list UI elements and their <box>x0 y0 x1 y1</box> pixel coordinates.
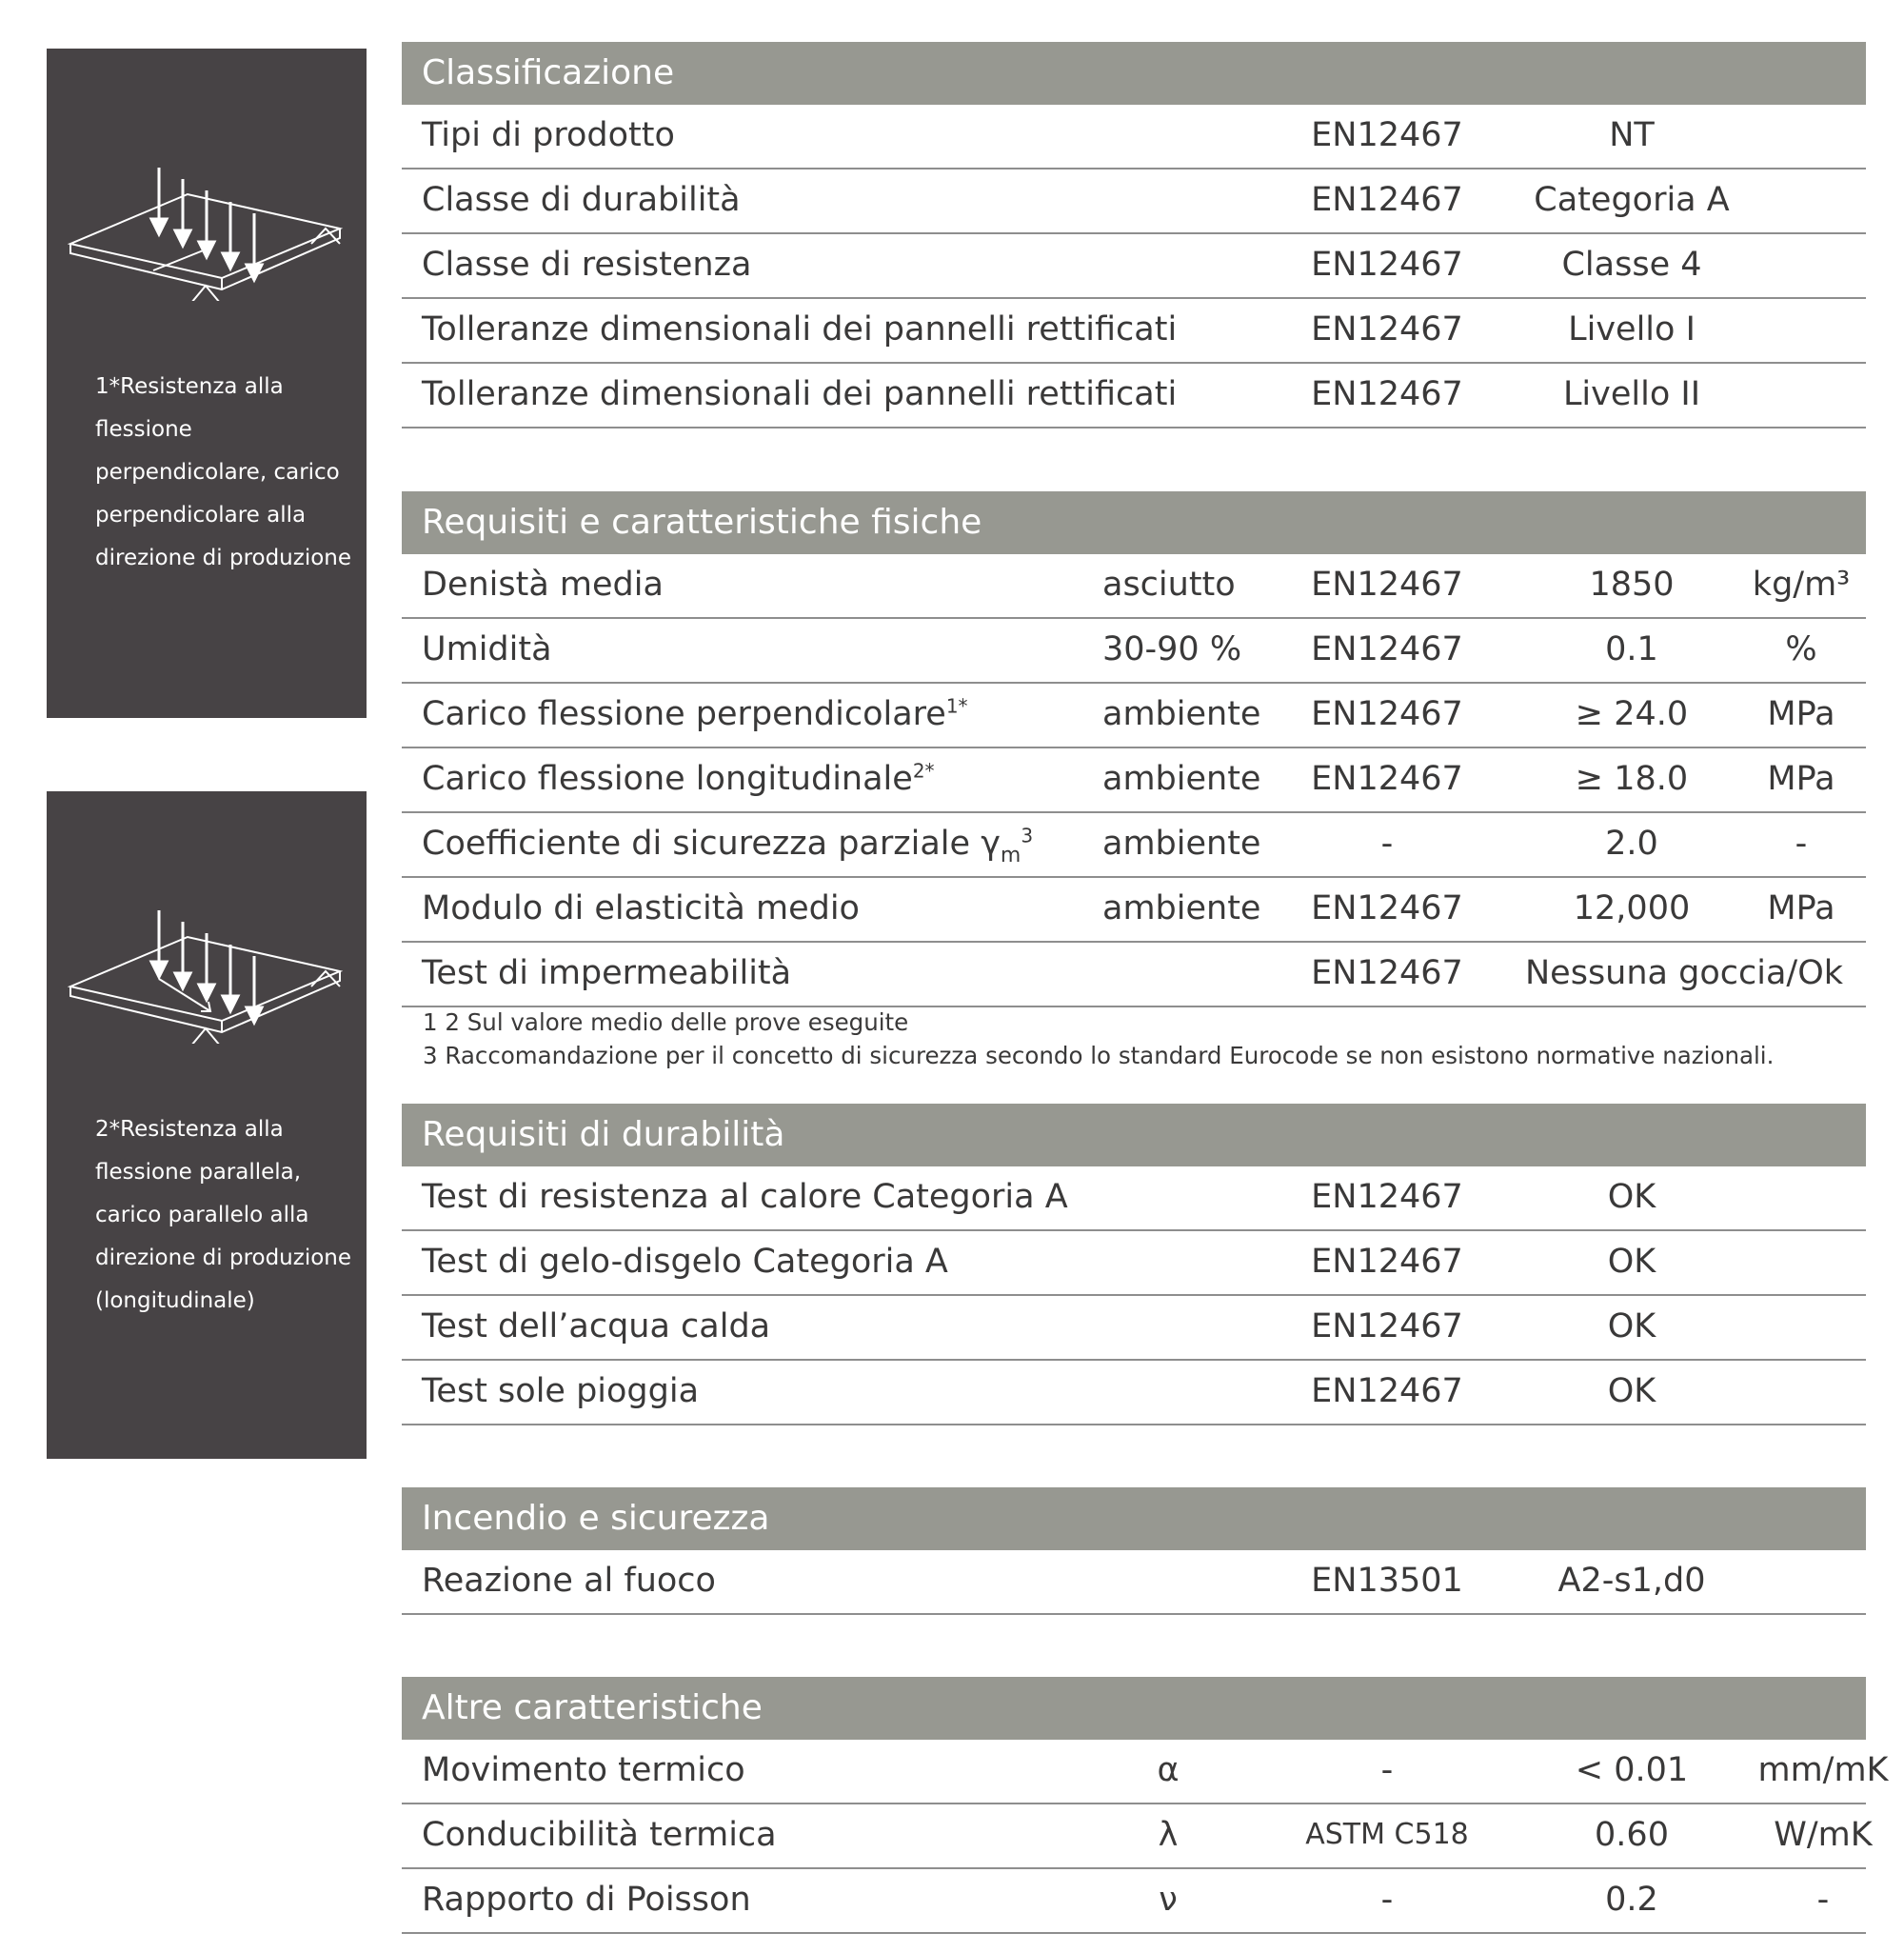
row-value: OK <box>1607 1307 1656 1345</box>
table-row <box>402 105 1866 169</box>
row-label: Tolleranze dimensionali dei pannelli rettificati <box>422 375 1178 413</box>
row-value: < 0.01 <box>1575 1751 1689 1789</box>
section-header: Incendio e sicurezza <box>402 1487 1866 1550</box>
row-value: 0.1 <box>1605 630 1658 668</box>
row-standard: EN12467 <box>1311 695 1463 733</box>
row-value: Categoria A <box>1534 181 1730 219</box>
row-label: Modulo di elasticità medio <box>422 889 860 927</box>
table-row <box>402 1869 1866 1934</box>
row-standard: EN13501 <box>1311 1562 1463 1600</box>
row-standard: EN12467 <box>1311 181 1463 219</box>
table-row <box>402 943 1866 1007</box>
note-2-text: 2*Resistenza alla flessione parallela, carico parallelo alla direzione di produzione (longitudinale) <box>95 1117 352 1313</box>
row-unit: MPa <box>1767 760 1835 798</box>
row-value: NT <box>1609 116 1655 154</box>
row-unit: W/mK <box>1774 1816 1873 1854</box>
table-row <box>402 1804 1873 1869</box>
subscript: m <box>1000 844 1021 867</box>
row-symbol: ν <box>1159 1881 1178 1919</box>
row-label: Test di resistenza al calore Categoria A <box>422 1178 1068 1216</box>
section-header: Requisiti e caratteristiche fisiche <box>402 491 1866 554</box>
row-value: OK <box>1607 1243 1656 1281</box>
row-standard: EN12467 <box>1311 375 1463 413</box>
table-row <box>402 169 1866 234</box>
row-value: 1850 <box>1589 566 1675 604</box>
section-fisiche <box>402 491 1866 1007</box>
section-altre <box>402 1677 1889 1934</box>
row-value: Nessuna goccia/Ok <box>1525 954 1844 992</box>
row-unit: mm/mK <box>1757 1751 1889 1789</box>
row-label <box>422 813 1033 874</box>
table-row <box>402 554 1866 619</box>
row-condition: asciutto <box>1102 566 1236 604</box>
row-condition: 30-90 % <box>1102 630 1242 668</box>
row-label: Denistà media <box>422 566 664 604</box>
footnotes <box>423 1006 1774 1072</box>
perpendicular-load-icon <box>68 110 353 301</box>
section-header: Classificazione <box>402 42 1866 105</box>
row-value: A2-s1,d0 <box>1557 1562 1706 1600</box>
row-condition: ambiente <box>1102 825 1261 863</box>
row-standard: EN12467 <box>1311 954 1463 992</box>
sidebar-box-perpendicular <box>47 49 367 718</box>
row-value: OK <box>1607 1178 1656 1216</box>
row-condition: ambiente <box>1102 760 1261 798</box>
row-label <box>422 748 935 809</box>
table-row <box>402 878 1866 943</box>
row-condition: ambiente <box>1102 695 1261 733</box>
section-classificazione <box>402 42 1866 428</box>
row-label: Test dell’acqua calda <box>422 1307 771 1345</box>
row-value: 0.2 <box>1605 1881 1658 1919</box>
row-label-text: Carico flessione perpendicolare <box>422 695 946 733</box>
row-label: Conducibilità termica <box>422 1816 777 1854</box>
table-row <box>402 299 1866 364</box>
footnote-ref: 3 <box>1021 824 1034 847</box>
footnote-ref: 1* <box>945 694 968 718</box>
section-incendio <box>402 1487 1866 1615</box>
row-standard: EN12467 <box>1311 889 1463 927</box>
row-label: Classe di durabilità <box>422 181 741 219</box>
row-unit: MPa <box>1767 695 1835 733</box>
table-row <box>402 1231 1866 1296</box>
row-label: Rapporto di Poisson <box>422 1881 751 1919</box>
row-value: ≥ 24.0 <box>1575 695 1689 733</box>
table-row <box>402 1740 1889 1804</box>
table-row <box>402 813 1866 878</box>
row-value: Livello I <box>1568 310 1696 349</box>
row-unit: MPa <box>1767 889 1835 927</box>
row-standard: EN12467 <box>1311 1178 1463 1216</box>
table-row <box>402 619 1866 684</box>
row-standard: EN12467 <box>1311 630 1463 668</box>
footnote-3: 3 Raccomandazione per il concetto di sicurezza secondo lo standard Eurocode se non esistono normative nazionali. <box>423 1042 1775 1069</box>
row-condition: ambiente <box>1102 889 1261 927</box>
row-label: Classe di resistenza <box>422 246 752 284</box>
row-label: Umidità <box>422 630 552 668</box>
section-header: Altre caratteristiche <box>402 1677 1866 1740</box>
row-label-text: Carico flessione longitudinale <box>422 760 913 798</box>
row-label: Tipi di prodotto <box>422 116 675 154</box>
row-value: ≥ 18.0 <box>1575 760 1689 798</box>
row-label: Tolleranze dimensionali dei pannelli rettificati <box>422 310 1178 349</box>
row-label-text: Coefficiente di sicurezza parziale γ <box>422 825 1001 863</box>
table-row <box>402 234 1866 299</box>
row-standard: EN12467 <box>1311 1307 1463 1345</box>
row-standard: EN12467 <box>1311 116 1463 154</box>
row-value: 12,000 <box>1573 889 1691 927</box>
row-unit: % <box>1785 630 1817 668</box>
row-standard: EN12467 <box>1311 1372 1463 1410</box>
footnote-ref: 2* <box>912 759 935 783</box>
table-row <box>402 1296 1866 1361</box>
section-header: Requisiti di durabilità <box>402 1104 1866 1166</box>
row-value: OK <box>1607 1372 1656 1410</box>
row-unit: - <box>1816 1881 1830 1919</box>
row-label <box>422 684 968 745</box>
row-label: Reazione al fuoco <box>422 1562 716 1600</box>
table-row <box>402 1361 1866 1425</box>
footnote-1-2: 1 2 Sul valore medio delle prove eseguite <box>423 1008 909 1036</box>
row-standard: - <box>1380 1881 1394 1919</box>
row-standard: EN12467 <box>1311 246 1463 284</box>
row-value: Livello II <box>1562 375 1701 413</box>
table-row <box>402 1550 1866 1615</box>
sidebar-box-parallel <box>47 791 367 1459</box>
row-unit: kg/m³ <box>1752 566 1851 604</box>
table-row <box>402 748 1866 813</box>
row-standard: - <box>1380 1751 1394 1789</box>
note-1-text: 1*Resistenza alla flessione perpendicolare, carico perpendicolare alla direzione di produzione <box>95 374 352 570</box>
section-durabilita <box>402 1104 1866 1425</box>
row-label: Test di impermeabilità <box>422 954 792 992</box>
row-value: 0.60 <box>1595 1816 1669 1854</box>
row-standard: EN12467 <box>1311 760 1463 798</box>
row-symbol: α <box>1157 1751 1180 1789</box>
table-row <box>402 1166 1866 1231</box>
table-row <box>402 684 1866 748</box>
parallel-load-icon <box>68 853 353 1044</box>
table-row <box>402 364 1866 428</box>
row-standard: EN12467 <box>1311 566 1463 604</box>
row-standard: EN12467 <box>1311 310 1463 349</box>
row-label: Movimento termico <box>422 1751 745 1789</box>
row-value: 2.0 <box>1605 825 1658 863</box>
row-value: Classe 4 <box>1561 246 1702 284</box>
row-standard: EN12467 <box>1311 1243 1463 1281</box>
row-standard: - <box>1380 825 1394 863</box>
row-label: Test sole pioggia <box>422 1372 700 1410</box>
row-standard: ASTM C518 <box>1305 1818 1469 1851</box>
row-label: Test di gelo-disgelo Categoria A <box>422 1243 948 1281</box>
row-unit: - <box>1795 825 1808 863</box>
row-symbol: λ <box>1158 1816 1179 1854</box>
